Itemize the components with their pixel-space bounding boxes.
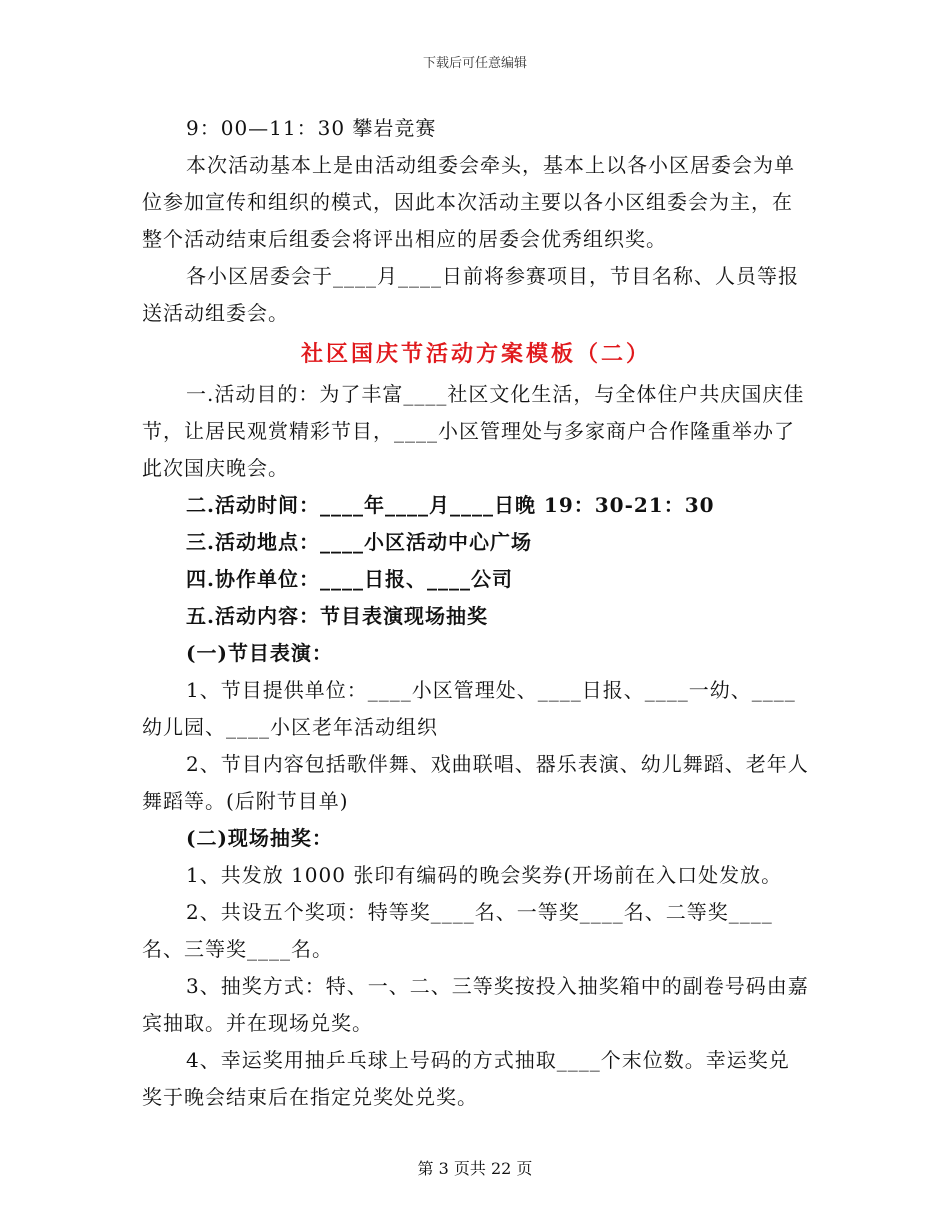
page-header: 下载后可任意编辑 xyxy=(422,56,527,71)
lottery-item-tickets: 1、共发放 1000 张印有编码的晚会奖券(开场前在入口处发放。 xyxy=(186,863,783,887)
document-body xyxy=(142,110,810,1116)
lottery-item-lucky-draw: 4、幸运奖用抽乒乓球上号码的方式抽取____个末位数。幸运奖兑奖于晚会结束后在指定兑奖处兑奖。 xyxy=(142,1048,790,1109)
plan-item-content: 五.活动内容：节目表演现场抽奖 xyxy=(186,604,488,628)
performance-item-content: 2、节目内容包括歌伴舞、戏曲联唱、器乐表演、幼儿舞蹈、老年人舞蹈等。(后附节目单) xyxy=(142,752,809,813)
subsection-performance-heading: (一)节目表演： xyxy=(186,641,333,665)
plan-item-partners: 四.协作单位：____日报、____公司 xyxy=(186,567,513,591)
plan-item-location: 三.活动地点：____小区活动中心广场 xyxy=(186,530,532,554)
section-title: 社区国庆节活动方案模板（二） xyxy=(300,341,651,367)
performance-item-providers: 1、节目提供单位：____小区管理处、____日报、____一幼、____幼儿园、____小区老年活动组织 xyxy=(142,678,796,739)
plan-item-time: 二.活动时间：____年____月____日晚 19：30-21：30 xyxy=(186,493,715,517)
schedule-line: 9：00—11：30 攀岩竞赛 xyxy=(186,116,437,140)
page-footer: 第 3 页共 22 页 xyxy=(417,1159,533,1178)
lottery-item-prizes: 2、共设五个奖项：特等奖____名、一等奖____名、二等奖____名、三等奖____名。 xyxy=(142,900,773,961)
lottery-item-method: 3、抽奖方式：特、一、二、三等奖按投入抽奖箱中的副卷号码由嘉宾抽取。并在现场兑奖。 xyxy=(142,974,809,1035)
paragraph-organization: 本次活动基本上是由活动组委会牵头，基本上以各小区居委会为单位参加宣传和组织的模式，因此本次活动主要以各小区组委会为主，在整个活动结束后组委会将评出相应的居委会优秀组织奖。 xyxy=(142,153,795,251)
paragraph-submission: 各小区居委会于____月____日前将参赛项目，节目名称、人员等报送活动组委会。 xyxy=(142,264,799,325)
subsection-lottery-heading: (二)现场抽奖： xyxy=(186,826,333,850)
plan-item-purpose: 一.活动目的：为了丰富____社区文化生活，与全体住户共庆国庆佳节，让居民观赏精彩节目，____小区管理处与多家商户合作隆重举办了此次国庆晚会。 xyxy=(142,382,805,480)
